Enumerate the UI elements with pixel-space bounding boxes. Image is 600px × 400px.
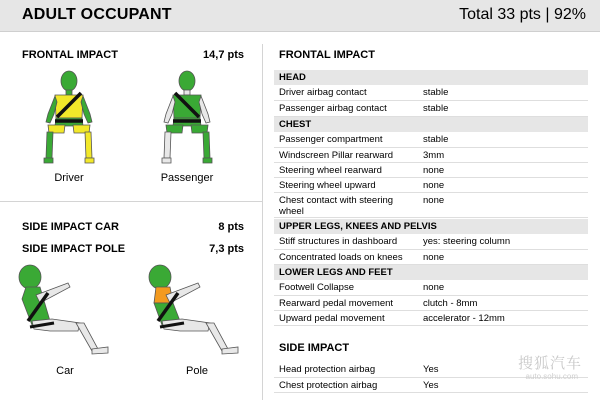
table-row: Passenger airbag contact stable bbox=[274, 101, 588, 117]
side-car-dummy-diagram bbox=[10, 263, 120, 358]
table-row: Stiff structures in dashboard yes: steering column bbox=[274, 234, 588, 250]
driver-dummy-diagram bbox=[38, 70, 100, 168]
table-row: Upward pedal movement accelerator - 12mm bbox=[274, 311, 588, 326]
side-detail-title: SIDE IMPACT bbox=[279, 342, 350, 354]
passenger-caption: Passenger bbox=[160, 172, 214, 184]
head-category: HEAD bbox=[274, 70, 588, 85]
car-caption: Car bbox=[56, 365, 74, 377]
header-bar bbox=[0, 0, 600, 32]
driver-caption: Driver bbox=[54, 172, 84, 184]
side-impact-pole-points: 7,3 pts bbox=[209, 243, 244, 255]
section-title: ADULT OCCUPANT bbox=[22, 6, 172, 23]
table-row: Head protection airbag Yes bbox=[274, 362, 588, 378]
passenger-dummy-diagram bbox=[156, 70, 218, 168]
frontal-detail-title: FRONTAL IMPACT bbox=[279, 49, 375, 61]
vertical-divider bbox=[262, 44, 263, 400]
side-pole-dummy-diagram bbox=[140, 263, 250, 358]
table-row: Steering wheel rearward none bbox=[274, 163, 588, 178]
upper-legs-category: UPPER LEGS, KNEES AND PELVIS bbox=[274, 219, 588, 234]
watermark-logo: 搜狐汽车 bbox=[517, 355, 582, 372]
table-row: Rearward pedal movement clutch - 8mm bbox=[274, 296, 588, 311]
table-row: Steering wheel upward none bbox=[274, 178, 588, 193]
frontal-impact-points: 14,7 pts bbox=[203, 49, 244, 61]
table-row: Passenger compartment stable bbox=[274, 132, 588, 148]
watermark-url: auto.sohu.com bbox=[525, 372, 578, 381]
table-row: Driver airbag contact stable bbox=[274, 85, 588, 101]
table-row: Chest contact with steering wheel none bbox=[274, 193, 588, 218]
pole-caption: Pole bbox=[185, 365, 209, 377]
side-impact-car-label: SIDE IMPACT CAR bbox=[22, 221, 119, 233]
left-divider bbox=[0, 201, 262, 202]
chest-category: CHEST bbox=[274, 117, 588, 132]
side-impact-car-points: 8 pts bbox=[218, 221, 244, 233]
lower-legs-category: LOWER LEGS AND FEET bbox=[274, 265, 588, 280]
total-score: Total 33 pts | 92% bbox=[459, 6, 586, 23]
table-row: Windscreen Pillar rearward 3mm bbox=[274, 148, 588, 163]
table-row: Concentrated loads on knees none bbox=[274, 250, 588, 265]
frontal-impact-label: FRONTAL IMPACT bbox=[22, 49, 118, 61]
table-row: Chest protection airbag Yes bbox=[274, 378, 588, 393]
table-row: Footwell Collapse none bbox=[274, 280, 588, 296]
side-impact-pole-label: SIDE IMPACT POLE bbox=[22, 243, 126, 255]
